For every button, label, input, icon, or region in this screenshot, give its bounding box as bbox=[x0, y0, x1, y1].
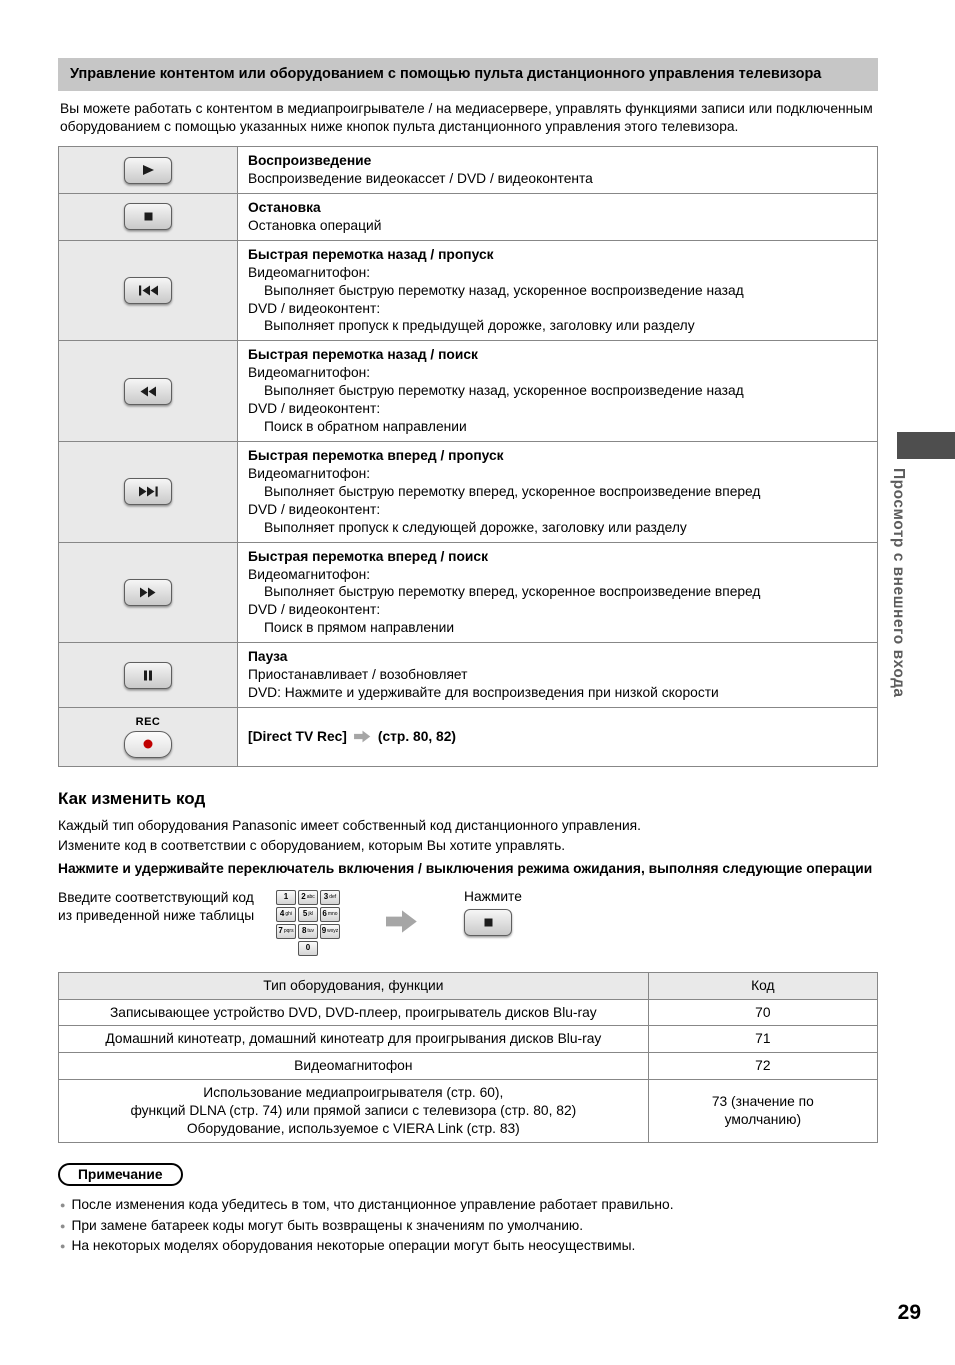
equipment-code: 73 (значение по умолчанию) bbox=[648, 1080, 877, 1143]
button-description bbox=[238, 643, 878, 708]
bullet-icon: ● bbox=[60, 1220, 66, 1231]
note-item: ● После изменения кода убедитесь в том, что дистанционное управление работает правильно. bbox=[60, 1195, 878, 1216]
note-list bbox=[60, 1195, 878, 1257]
enter-code-text: Введите соответствующий код из приведенной ниже таблицы bbox=[58, 889, 255, 924]
description-line: Выполняет быструю перемотку вперед, ускоренное воспроизведение вперед bbox=[264, 483, 761, 499]
button-title: Пауза bbox=[248, 649, 288, 665]
button-title: Быстрая перемотка вперед / поиск bbox=[248, 548, 488, 564]
keypad-key-2: 2 abc bbox=[298, 890, 318, 905]
button-row bbox=[59, 147, 878, 194]
sidebar-label: Просмотр с внешнего входа bbox=[890, 468, 907, 698]
button-row bbox=[59, 707, 878, 766]
button-title: Быстрая перемотка назад / пропуск bbox=[248, 246, 494, 262]
description-line: Выполняет быструю перемотку назад, ускоренное воспроизведение назад bbox=[264, 282, 744, 298]
button-description bbox=[238, 193, 878, 240]
button-description bbox=[238, 441, 878, 542]
code-table-header-code: Код bbox=[648, 972, 877, 999]
fast-forward-button-icon bbox=[124, 579, 172, 606]
equipment-code: 70 bbox=[648, 999, 877, 1026]
arrow-right-icon bbox=[354, 730, 371, 743]
description-line: DVD: Нажмите и удерживайте для воспроизведения при низкой скорости bbox=[248, 685, 719, 701]
button-cell bbox=[59, 147, 238, 194]
button-description bbox=[238, 240, 878, 341]
code-table-header-type: Тип оборудования, функции bbox=[59, 972, 649, 999]
code-instruction: Нажмите и удерживайте переключатель включения / выключения режима ожидания, выполняя следующие операции bbox=[58, 861, 873, 877]
equipment-type: Использование медиапроигрывателя (стр. 60), функций DLNA (стр. 74) или прямой записи с телевизора (стр. 80, 82) Оборудование, используемое с VIERA Link (стр. 83) bbox=[59, 1080, 649, 1143]
button-cell bbox=[59, 707, 238, 766]
keypad-key-8: 8 tuv bbox=[298, 924, 318, 939]
rec-button-icon bbox=[124, 731, 172, 758]
description-line: Видеомагнитофон: bbox=[248, 264, 371, 280]
description-line: DVD / видеоконтент: bbox=[248, 501, 381, 517]
button-cell bbox=[59, 193, 238, 240]
keypad-key-0: 0 bbox=[298, 941, 318, 956]
equipment-code: 71 bbox=[648, 1026, 877, 1053]
skip-back-button-icon bbox=[124, 277, 172, 304]
code-paragraph-2: Измените код в соответствии с оборудованием, которым Вы хотите управлять. bbox=[58, 838, 566, 854]
button-row bbox=[59, 542, 878, 643]
button-row bbox=[59, 341, 878, 442]
button-cell bbox=[59, 441, 238, 542]
sidebar-tab bbox=[897, 432, 955, 459]
pause-button-icon bbox=[124, 662, 172, 689]
buttons-table-body bbox=[59, 147, 878, 767]
keypad-row bbox=[276, 907, 340, 922]
code-paragraph-1: Каждый тип оборудования Panasonic имеет собственный код дистанционного управления. bbox=[58, 817, 641, 833]
button-description bbox=[238, 707, 878, 766]
section-heading: Как изменить код bbox=[58, 788, 206, 808]
equipment-type: Записывающее устройство DVD, DVD-плеер, проигрыватель дисков Blu-ray bbox=[59, 999, 649, 1026]
note-section bbox=[58, 1163, 878, 1257]
button-cell bbox=[59, 240, 238, 341]
button-title: Воспроизведение bbox=[248, 153, 372, 169]
keypad-key-4: 4 ghi bbox=[276, 907, 296, 922]
button-description bbox=[238, 542, 878, 643]
description-line: DVD / видеоконтент: bbox=[248, 300, 381, 316]
description-line: Видеомагнитофон: bbox=[248, 365, 371, 381]
equipment-type: Домашний кинотеатр, домашний кинотеатр для проигрывания дисков Blu-ray bbox=[59, 1026, 649, 1053]
description-line: Приостанавливает / возобновляет bbox=[248, 667, 468, 683]
description-line: Видеомагнитофон: bbox=[248, 566, 371, 582]
keypad-row bbox=[298, 941, 318, 956]
code-table-body bbox=[59, 999, 878, 1143]
button-description bbox=[238, 147, 878, 194]
page-title: Управление контентом или оборудованием с помощью пульта дистанционного управления телевизора bbox=[58, 58, 878, 91]
bullet-icon: ● bbox=[60, 1200, 66, 1211]
stop-button-icon bbox=[124, 203, 172, 230]
description-line: Выполняет пропуск к следующей дорожке, заголовку или разделу bbox=[264, 519, 687, 535]
description-line: Поиск в обратном направлении bbox=[264, 419, 467, 435]
code-table-row bbox=[59, 1080, 878, 1143]
button-description bbox=[238, 341, 878, 442]
description-line: Поиск в прямом направлении bbox=[264, 620, 455, 636]
code-table-row bbox=[59, 999, 878, 1026]
button-title: Быстрая перемотка назад / поиск bbox=[248, 347, 478, 363]
numeric-keypad bbox=[276, 890, 340, 956]
page-number: 29 bbox=[897, 1301, 921, 1324]
description-line: Воспроизведение видеокассет / DVD / видеоконтента bbox=[248, 171, 593, 186]
keypad-key-5: 5 jkl bbox=[298, 907, 318, 922]
code-table-row bbox=[59, 1053, 878, 1080]
keypad-key-3: 3 def bbox=[320, 890, 340, 905]
note-item: ● При замене батареек коды могут быть возвращены к значениям по умолчанию. bbox=[60, 1216, 878, 1237]
keypad-key-1: 1 bbox=[276, 890, 296, 905]
button-cell bbox=[59, 542, 238, 643]
page-reference: (стр. 80, 82) bbox=[377, 729, 456, 744]
keypad-row bbox=[276, 924, 340, 939]
keypad-key-9: 9 wxyz bbox=[320, 924, 340, 939]
note-item: ● На некоторых моделях оборудования некоторые операции могут быть неосуществимы. bbox=[60, 1236, 878, 1257]
intro-text: Вы можете работать с контентом в медиапроигрывателе / на медиасервере, управлять функциями записи или подключенным оборудованием с помощью указанных ниже кнопок пульта дистанционного управления этого телевизора. bbox=[60, 100, 873, 134]
description-line: Выполняет пропуск к предыдущей дорожке, заголовку или разделу bbox=[264, 318, 695, 334]
button-row bbox=[59, 441, 878, 542]
equipment-code: 72 bbox=[648, 1053, 877, 1080]
buttons-table bbox=[58, 146, 878, 767]
description-line: DVD / видеоконтент: bbox=[248, 401, 381, 417]
bullet-icon: ● bbox=[60, 1241, 66, 1252]
keypad-key-7: 7 pqrs bbox=[276, 924, 296, 939]
button-row bbox=[59, 240, 878, 341]
play-button-icon bbox=[124, 157, 172, 184]
code-table-header-row bbox=[59, 972, 878, 999]
keypad-key-6: 6 mno bbox=[320, 907, 340, 922]
keypad-row bbox=[276, 890, 340, 905]
code-table-row bbox=[59, 1026, 878, 1053]
description-line: DVD / видеоконтент: bbox=[248, 602, 381, 618]
press-block bbox=[464, 889, 522, 936]
page-content bbox=[58, 58, 878, 1257]
rewind-button-icon bbox=[124, 378, 172, 405]
button-row bbox=[59, 193, 878, 240]
button-cell bbox=[59, 341, 238, 442]
equipment-type: Видеомагнитофон bbox=[59, 1053, 649, 1080]
button-row bbox=[59, 643, 878, 708]
press-label: Нажмите bbox=[464, 888, 522, 904]
code-table bbox=[58, 972, 878, 1143]
note-label: Примечание bbox=[58, 1163, 183, 1186]
button-cell bbox=[59, 643, 238, 708]
button-title: Остановка bbox=[248, 199, 321, 215]
code-entry-row bbox=[58, 889, 878, 956]
rec-label: REC bbox=[135, 715, 161, 728]
description-line: Остановка операций bbox=[248, 217, 382, 233]
skip-forward-button-icon bbox=[124, 478, 172, 505]
description-line: Выполняет быструю перемотку назад, ускоренное воспроизведение назад bbox=[264, 383, 744, 399]
stop-button-icon bbox=[464, 909, 512, 936]
description-line: Видеомагнитофон: bbox=[248, 465, 371, 481]
arrow-right-icon bbox=[386, 909, 418, 934]
button-title: [Direct TV Rec] bbox=[248, 729, 347, 744]
description-line: Выполняет быструю перемотку вперед, ускоренное воспроизведение вперед bbox=[264, 584, 761, 600]
button-title: Быстрая перемотка вперед / пропуск bbox=[248, 447, 504, 463]
